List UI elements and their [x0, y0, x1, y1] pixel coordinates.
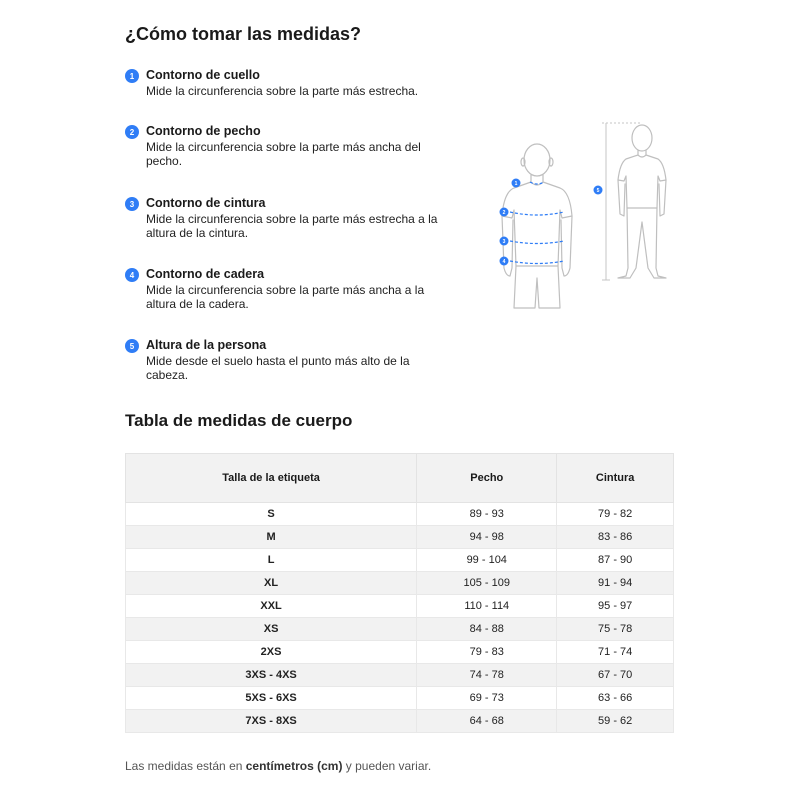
size-cell: M [126, 526, 417, 549]
waist-cell: 95 - 97 [557, 595, 674, 618]
step-number-badge: 3 [125, 197, 139, 211]
size-cell: XL [126, 572, 417, 595]
chest-cell: 94 - 98 [417, 526, 557, 549]
column-header-size: Talla de la etiqueta [126, 454, 417, 503]
table-row [126, 618, 674, 641]
step-number-badge: 2 [125, 125, 139, 139]
chest-cell: 74 - 78 [417, 664, 557, 687]
table-row [126, 526, 674, 549]
waist-cell: 67 - 70 [557, 664, 674, 687]
column-header-waist: Cintura [557, 454, 674, 503]
size-table [125, 453, 674, 733]
size-cell: L [126, 549, 417, 572]
waist-cell: 59 - 62 [557, 710, 674, 733]
waist-cell: 83 - 86 [557, 526, 674, 549]
chest-cell: 105 - 109 [417, 572, 557, 595]
size-cell: 2XS [126, 641, 417, 664]
marker-5: 5 [596, 188, 600, 194]
size-cell: S [126, 503, 417, 526]
waist-cell: 71 - 74 [557, 641, 674, 664]
step-title: Altura de la persona [146, 338, 267, 352]
step-title: Contorno de cuello [146, 68, 260, 82]
step-description: Mide la circunferencia sobre la parte más ancha del pecho. [146, 140, 421, 168]
units-note-emphasis: centímetros (cm) [245, 759, 343, 773]
step-description: Mide desde el suelo hasta el punto más alto de la cabeza. [146, 354, 410, 382]
size-cell: XS [126, 618, 417, 641]
size-table-header-row [126, 454, 674, 503]
table-row [126, 710, 674, 733]
chest-cell: 64 - 68 [417, 710, 557, 733]
chest-cell: 84 - 88 [417, 618, 557, 641]
waist-cell: 87 - 90 [557, 549, 674, 572]
table-row [126, 664, 674, 687]
size-table-title: Tabla de medidas de cuerpo [125, 411, 353, 430]
step-number-badge: 5 [125, 339, 139, 353]
chest-cell: 69 - 73 [417, 687, 557, 710]
chest-cell: 99 - 104 [417, 549, 557, 572]
chest-cell: 79 - 83 [417, 641, 557, 664]
step-description: Mide la circunferencia sobre la parte más estrecha a la altura de la cintura. [146, 212, 438, 240]
column-header-chest: Pecho [417, 454, 557, 503]
measurement-figure [490, 118, 680, 318]
units-note [125, 759, 431, 773]
waist-cell: 79 - 82 [557, 503, 674, 526]
marker-3: 3 [502, 239, 506, 245]
step-description: Mide la circunferencia sobre la parte más estrecha. [146, 84, 419, 98]
table-row [126, 503, 674, 526]
child-torso-measurement-illustration [502, 144, 572, 308]
marker-1: 1 [514, 181, 518, 187]
marker-2: 2 [502, 210, 506, 216]
child-full-body-height-illustration [618, 125, 666, 278]
table-row [126, 641, 674, 664]
step-title: Contorno de cintura [146, 196, 266, 210]
table-row [126, 572, 674, 595]
size-cell: 7XS - 8XS [126, 710, 417, 733]
waist-cell: 63 - 66 [557, 687, 674, 710]
units-note-prefix: Las medidas están en [125, 759, 246, 773]
chest-cell: 110 - 114 [417, 595, 557, 618]
measure-guide-title: ¿Cómo tomar las medidas? [125, 24, 362, 44]
size-cell: 5XS - 6XS [126, 687, 417, 710]
table-row [126, 687, 674, 710]
chest-cell: 89 - 93 [417, 503, 557, 526]
table-row [126, 595, 674, 618]
waist-cell: 75 - 78 [557, 618, 674, 641]
table-row [126, 549, 674, 572]
step-description: Mide la circunferencia sobre la parte más ancha a la altura de la cadera. [146, 283, 425, 311]
step-number-badge: 4 [125, 268, 139, 282]
size-cell: 3XS - 4XS [126, 664, 417, 687]
step-title: Contorno de pecho [146, 124, 261, 138]
step-title: Contorno de cadera [146, 267, 265, 281]
waist-cell: 91 - 94 [557, 572, 674, 595]
units-note-suffix: y pueden variar. [342, 759, 432, 773]
size-cell: XXL [126, 595, 417, 618]
marker-4: 4 [502, 259, 506, 265]
measure-tape-lines [510, 182, 564, 264]
step-number-badge: 1 [125, 69, 139, 83]
